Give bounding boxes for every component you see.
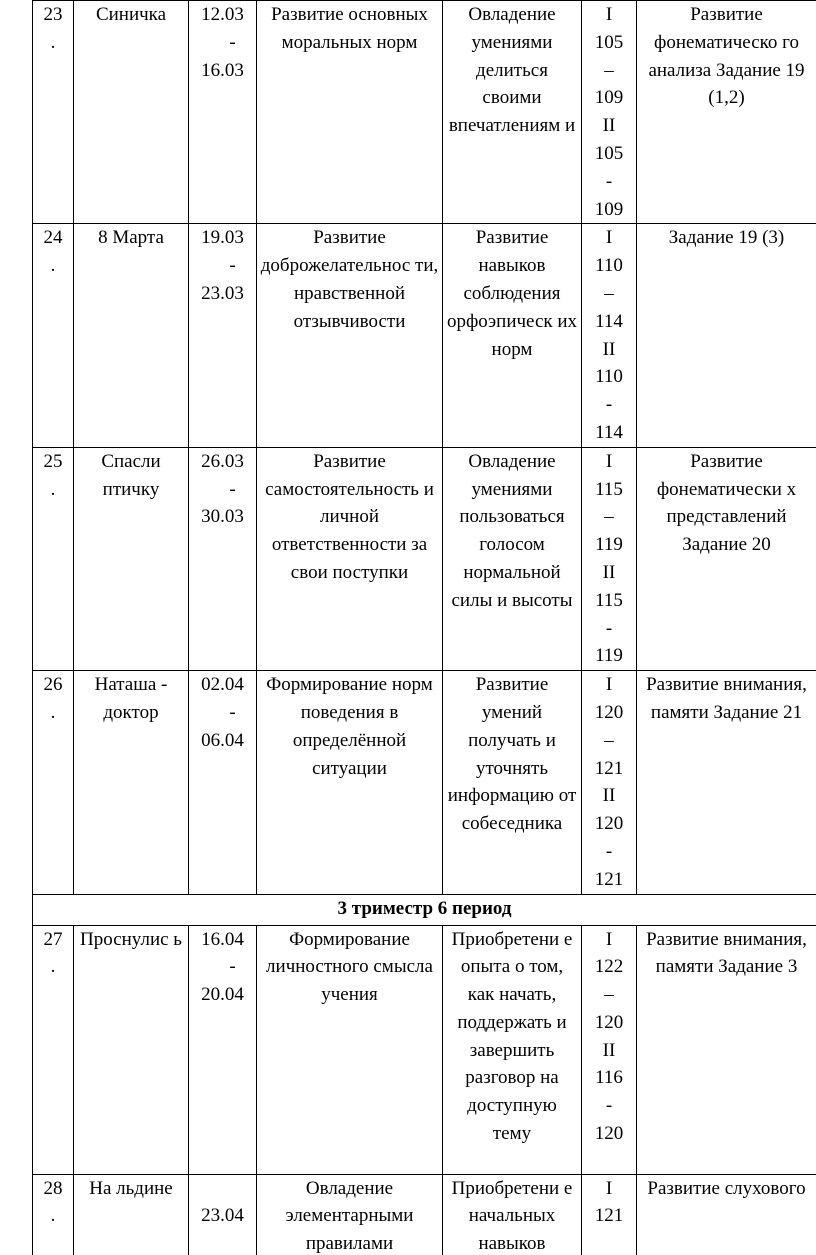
lesson-dates: 12.03 - 16.03 [189, 1, 257, 224]
lesson-task: Развитие фонематическо го анализа Задание 19 (1,2) [637, 1, 816, 224]
lesson-hours: I 121 [582, 1174, 637, 1255]
row-number: 28 . [33, 1174, 74, 1255]
table-row [33, 1174, 816, 1255]
section-heading: 3 триместр 6 период [33, 894, 816, 925]
lesson-topic: Формирование норм поведения в определённой ситуации [257, 671, 443, 894]
section-heading-row [33, 894, 816, 925]
lesson-goal: Приобретени е опыта о том, как начать, поддержать и завершить разговор на доступную тему [443, 925, 582, 1174]
lesson-hours: I 115 – 119 II 115 - 119 [582, 447, 637, 670]
lesson-hours: I 105 – 109 II 105 - 109 [582, 1, 637, 224]
table-row [33, 224, 816, 447]
row-number: 23 . [33, 1, 74, 224]
row-number: 25 . [33, 447, 74, 670]
lesson-dates: 16.04 - 20.04 [189, 925, 257, 1174]
lesson-title: Синичка [74, 1, 189, 224]
lesson-goal: Овладение умениями делиться своими впечатлениям и [443, 1, 582, 224]
lesson-title: Наташа - доктор [74, 671, 189, 894]
table-row [33, 447, 816, 670]
lesson-plan-table [32, 0, 816, 1255]
table-row [33, 1, 816, 224]
lesson-hours: I 110 – 114 II 110 - 114 [582, 224, 637, 447]
lesson-goal: Развитие умений получать и уточнять информацию от собеседника [443, 671, 582, 894]
lesson-title: На льдине [74, 1174, 189, 1255]
lesson-topic: Развитие доброжелательнос ти, нравственной отзывчивости [257, 224, 443, 447]
lesson-topic: Развитие самостоятельность и личной ответственности за свои поступки [257, 447, 443, 670]
lesson-hours: I 122 – 120 II 116 - 120 [582, 925, 637, 1174]
lesson-topic: Овладение элементарными правилами [257, 1174, 443, 1255]
lesson-topic: Формирование личностного смысла учения [257, 925, 443, 1174]
row-number: 24 . [33, 224, 74, 447]
table-row [33, 671, 816, 894]
lesson-title: 8 Марта [74, 224, 189, 447]
table-row [33, 925, 816, 1174]
lesson-title: Проснулис ь [74, 925, 189, 1174]
lesson-task: Развитие внимания, памяти Задание 3 [637, 925, 816, 1174]
lesson-title: Спасли птичку [74, 447, 189, 670]
lesson-task: Задание 19 (3) [637, 224, 816, 447]
lesson-hours: I 120 – 121 II 120 - 121 [582, 671, 637, 894]
row-number: 26 . [33, 671, 74, 894]
lesson-goal: Развитие навыков соблюдения орфоэпическ их норм [443, 224, 582, 447]
lesson-goal: Приобретени е начальных навыков [443, 1174, 582, 1255]
lesson-topic: Развитие основных моральных норм [257, 1, 443, 224]
lesson-task: Развитие слухового [637, 1174, 816, 1255]
row-number: 27 . [33, 925, 74, 1174]
lesson-dates: 23.04 [189, 1174, 257, 1255]
lesson-task: Развитие внимания, памяти Задание 21 [637, 671, 816, 894]
lesson-task: Развитие фонематически х представлений Задание 20 [637, 447, 816, 670]
lesson-dates: 26.03 - 30.03 [189, 447, 257, 670]
lesson-dates: 02.04 - 06.04 [189, 671, 257, 894]
lesson-goal: Овладение умениями пользоваться голосом нормальной силы и высоты [443, 447, 582, 670]
lesson-dates: 19.03 - 23.03 [189, 224, 257, 447]
